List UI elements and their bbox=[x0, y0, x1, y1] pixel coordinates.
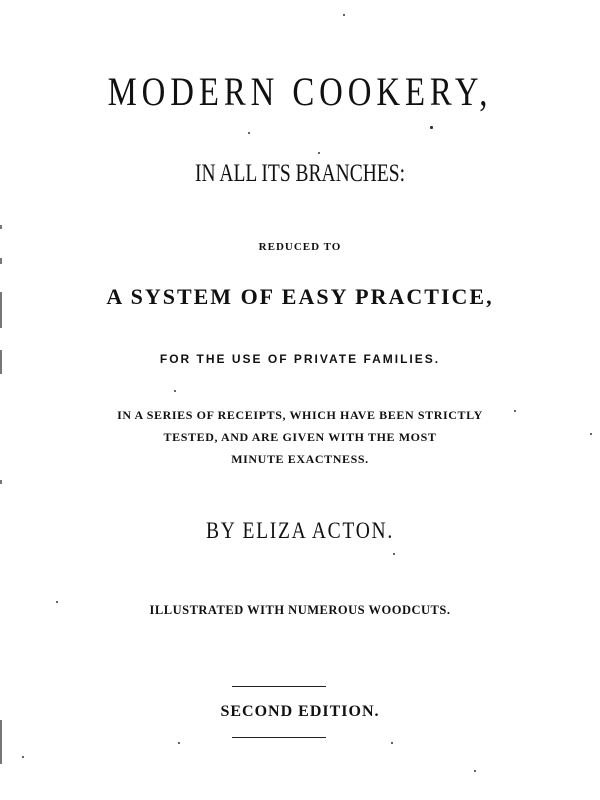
reduced-to-text: REDUCED TO bbox=[258, 241, 342, 253]
author-line: BY ELIZA ACTON. bbox=[206, 518, 394, 543]
scan-edge-mark bbox=[0, 225, 2, 229]
scan-speck bbox=[318, 152, 320, 154]
edition-text: SECOND EDITION. bbox=[220, 703, 380, 720]
scan-edge-mark bbox=[0, 480, 2, 484]
scan-speck bbox=[514, 410, 516, 412]
series-description bbox=[0, 404, 600, 470]
book-subtitle: IN ALL ITS BRANCHES: bbox=[194, 160, 405, 187]
scan-edge-mark bbox=[0, 720, 2, 764]
scan-edge-mark bbox=[0, 350, 2, 374]
scan-speck bbox=[343, 14, 345, 16]
scan-speck bbox=[474, 770, 476, 772]
scan-speck bbox=[590, 433, 592, 435]
scan-speck bbox=[178, 742, 180, 744]
scan-speck bbox=[56, 601, 58, 603]
scan-speck bbox=[393, 553, 395, 555]
scan-edge-mark bbox=[0, 292, 2, 328]
series-line: IN A SERIES OF RECEIPTS, WHICH HAVE BEEN STRICTLY bbox=[117, 408, 483, 422]
scan-speck bbox=[430, 126, 433, 129]
top-divider-rule bbox=[232, 686, 326, 687]
bottom-divider-rule bbox=[232, 737, 326, 738]
system-heading: A SYSTEM OF EASY PRACTICE, bbox=[106, 284, 494, 309]
for-use-text: FOR THE USE OF PRIVATE FAMILIES. bbox=[159, 352, 441, 366]
illustrated-note: ILLUSTRATED WITH NUMEROUS WOODCUTS. bbox=[149, 603, 451, 617]
scan-speck bbox=[391, 742, 393, 744]
book-title: MODERN COOKERY, bbox=[107, 69, 493, 114]
scan-edge-mark bbox=[0, 258, 2, 264]
series-line: MINUTE EXACTNESS. bbox=[231, 452, 369, 466]
scan-speck bbox=[22, 756, 24, 758]
scan-speck bbox=[248, 132, 250, 134]
scan-speck bbox=[174, 390, 176, 392]
series-line: TESTED, AND ARE GIVEN WITH THE MOST bbox=[163, 430, 437, 444]
